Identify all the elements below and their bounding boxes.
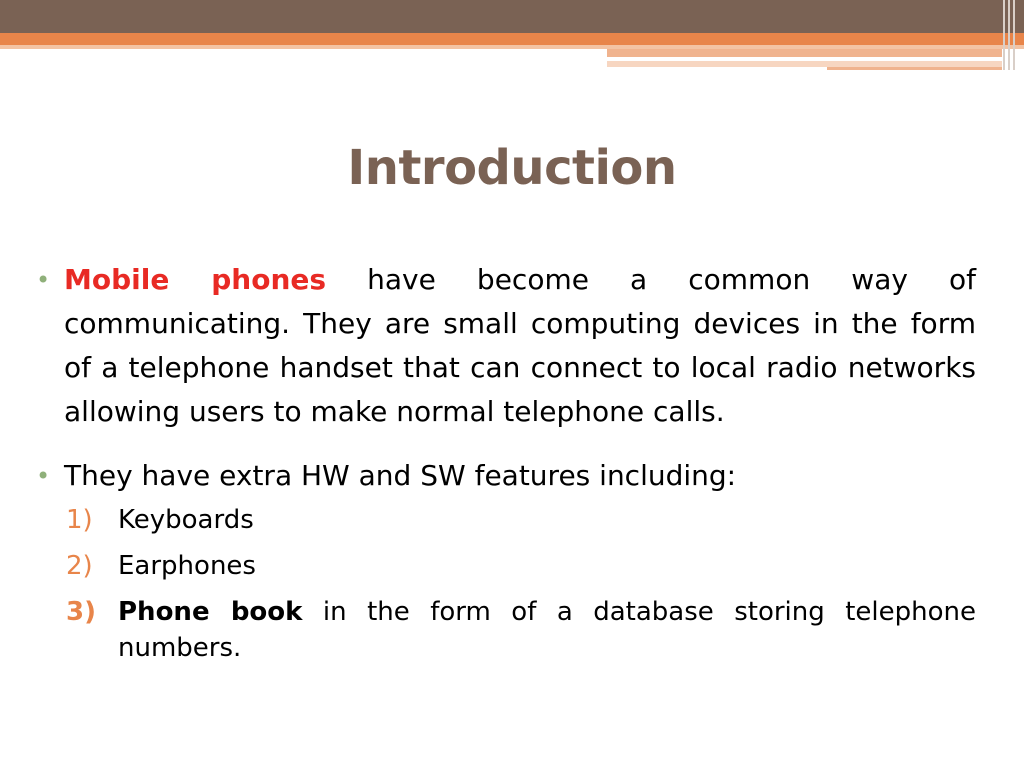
header-stripe [1008,0,1010,70]
header-ribbon-top [607,49,1002,57]
bullet-item [36,258,976,434]
list-item [36,502,976,538]
header-ribbon-bottom [827,67,1002,70]
header-stripe [1003,0,1005,70]
header-orange-band [0,33,1024,45]
bullet-dot-icon: • [36,266,51,294]
numbered-list [36,502,976,666]
page-title: Introduction [347,140,677,196]
bullet-dot-icon: • [36,462,51,490]
list-text: Keyboards [118,505,254,535]
list-item [36,594,976,666]
list-text: Earphones [118,551,256,581]
bullet-item [36,454,976,498]
list-item [36,548,976,584]
list-number: 2) [66,551,93,581]
highlight-term: Mobile phones [64,263,327,296]
list-number: 3) [66,597,96,627]
bullet-text: have become a common way of communicating. They are small computing devices in the form of a telephone handset that can connect to local radio networks allowing users to make normal telephone calls. [64,263,976,428]
list-number: 1) [66,505,93,535]
header-stripe [1013,0,1015,70]
header-brown-band [0,0,1024,33]
slide-content [36,258,976,676]
list-bold-term: Phone book [118,597,303,627]
list-text: in the form of a database storing telephone numbers. [118,597,977,663]
bullet-text: They have extra HW and SW features including: [64,459,737,492]
